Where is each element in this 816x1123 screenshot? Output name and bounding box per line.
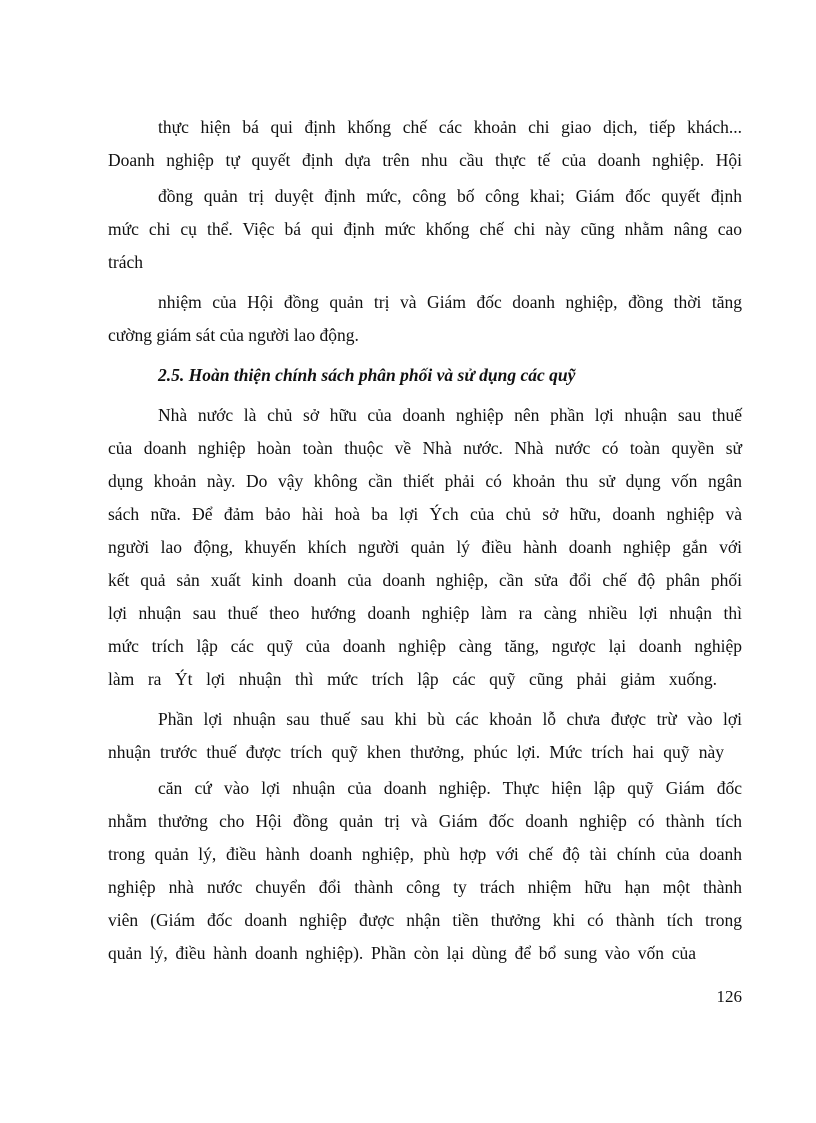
body-line: trong quản lý, điều hành doanh nghiệp, phù hợp với chế độ tài chính của doanh [108,844,742,864]
page-number: 126 [716,987,742,1006]
body-line: Phần lợi nhuận sau thuế sau khi bù các khoản lỗ chưa được trừ vào lợi [158,709,742,729]
body-line: thực hiện bá qui định khống chế các khoản chi giao dịch, tiếp khách... [158,117,742,137]
body-line: làm ra Ýt lợi nhuận thì mức trích lập các quỹ cũng phải giảm xuống. [108,669,717,689]
body-line: mức chi cụ thể. Việc bá qui định mức khống chế chi này cũng nhằm nâng cao [108,219,742,239]
body-line: người lao động, khuyến khích người quản lý điều hành doanh nghiệp gắn với [108,537,742,557]
body-line: cường giám sát của người lao động. [108,325,359,345]
body-line: Doanh nghiệp tự quyết định dựa trên nhu cầu thực tế của doanh nghiệp. Hội [108,150,742,170]
body-line: nhằm thưởng cho Hội đồng quản trị và Giám đốc doanh nghiệp có thành tích [108,811,742,831]
body-line: của doanh nghiệp hoàn toàn thuộc về Nhà nước. Nhà nước có toàn quyền sử [108,438,742,458]
body-line: mức trích lập các quỹ của doanh nghiệp càng tăng, ngược lại doanh nghiệp [108,636,742,656]
body-line: viên (Giám đốc doanh nghiệp được nhận tiền thưởng khi có thành tích trong [108,910,742,930]
body-line: kết quả sản xuất kinh doanh của doanh nghiệp, cần sửa đổi chế độ phân phối [108,570,742,590]
section-heading: 2.5. Hoàn thiện chính sách phân phối và sử dụng các quỹ [158,365,576,385]
body-line: quản lý, điều hành doanh nghiệp). Phần còn lại dùng để bổ sung vào vốn của [108,943,696,963]
body-line: Nhà nước là chủ sở hữu của doanh nghiệp nên phần lợi nhuận sau thuế [158,405,742,425]
body-line: đồng quản trị duyệt định mức, công bố công khai; Giám đốc quyết định [158,186,742,206]
body-line: sách nữa. Để đảm bảo hài hoà ba lợi Ých của chủ sở hữu, doanh nghiệp và [108,504,742,524]
body-line: căn cứ vào lợi nhuận của doanh nghiệp. Thực hiện lập quỹ Giám đốc [158,778,742,798]
body-line: dụng khoản này. Do vậy không cần thiết phải có khoản thu sử dụng vốn ngân [108,471,742,491]
body-line: lợi nhuận sau thuế theo hướng doanh nghiệp làm ra càng nhiều lợi nhuận thì [108,603,742,623]
body-line: nhiệm của Hội đồng quản trị và Giám đốc doanh nghiệp, đồng thời tăng [158,292,742,312]
body-line: trách [108,252,143,272]
body-line: nhuận trước thuế được trích quỹ khen thưởng, phúc lợi. Mức trích hai quỹ này [108,742,724,762]
body-line: nghiệp nhà nước chuyển đổi thành công ty trách nhiệm hữu hạn một thành [108,877,742,897]
